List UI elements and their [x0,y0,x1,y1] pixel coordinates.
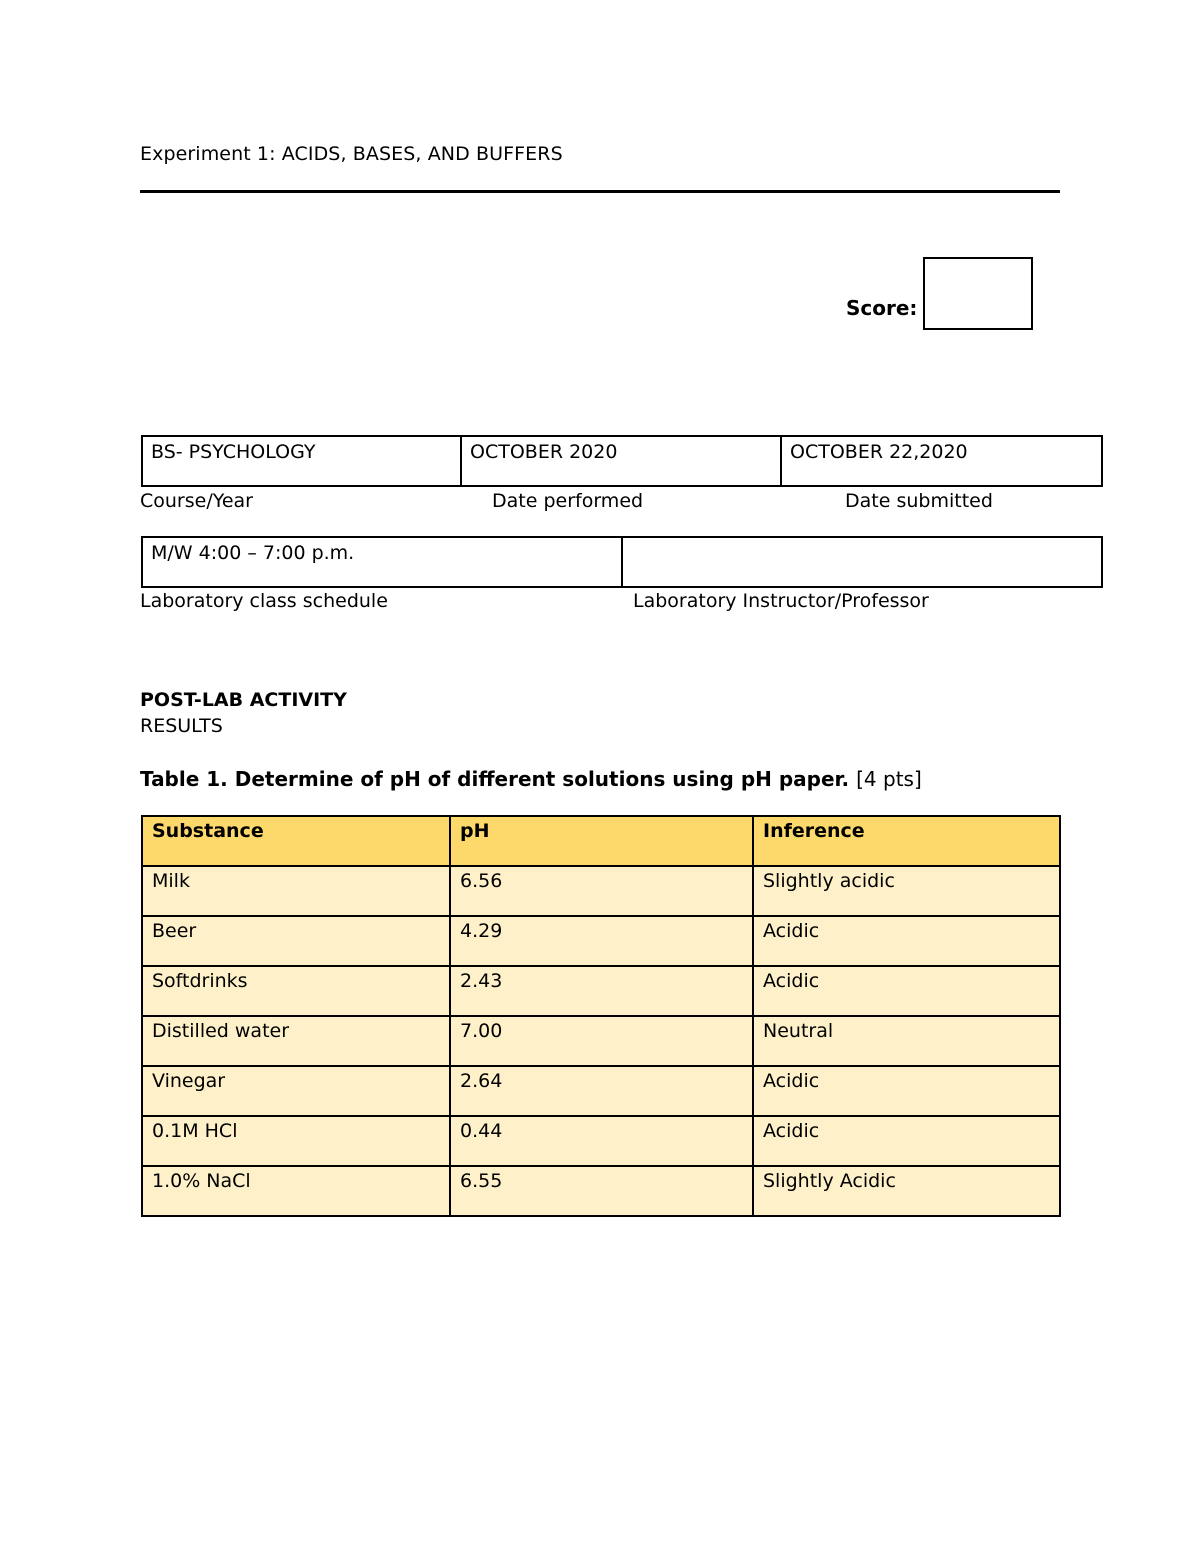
table-row [142,1116,1060,1166]
cell-ph: 4.29 [450,916,753,966]
score-label: Score: [846,296,918,320]
header-substance: Substance [142,816,450,866]
title-divider [140,190,1060,193]
cell-substance: Beer [142,916,450,966]
cell-ph: 0.44 [450,1116,753,1166]
instructor-label: Laboratory Instructor/Professor [633,590,929,612]
cell-ph: 6.56 [450,866,753,916]
cell-substance: Milk [142,866,450,916]
cell-inference: Acidic [753,1116,1060,1166]
table-row [142,916,1060,966]
table-caption-text: Table 1. Determine of pH of different solutions using pH paper. [140,767,850,791]
date-submitted-label: Date submitted [845,490,993,512]
header-inference: Inference [753,816,1060,866]
document-title: Experiment 1: ACIDS, BASES, AND BUFFERS [140,143,563,165]
header-ph: pH [450,816,753,866]
course-year-label: Course/Year [140,490,253,512]
date-performed-field: OCTOBER 2020 [462,435,782,487]
table-row [142,1166,1060,1216]
cell-substance: 0.1M HCl [142,1116,450,1166]
score-box [923,257,1033,330]
cell-inference: Slightly Acidic [753,1166,1060,1216]
instructor-field [623,536,1103,588]
section-subheading: RESULTS [140,715,223,737]
course-year-field: BS- PSYCHOLOGY [141,435,462,487]
cell-ph: 6.55 [450,1166,753,1216]
results-table [141,815,1061,1217]
schedule-field: M/W 4:00 – 7:00 p.m. [141,536,623,588]
cell-substance: 1.0% NaCl [142,1166,450,1216]
cell-inference: Acidic [753,916,1060,966]
cell-inference: Acidic [753,1066,1060,1116]
cell-substance: Vinegar [142,1066,450,1116]
schedule-label: Laboratory class schedule [140,590,388,612]
table-row [142,1016,1060,1066]
cell-substance: Distilled water [142,1016,450,1066]
table-row [142,966,1060,1016]
date-submitted-field: OCTOBER 22,2020 [782,435,1103,487]
cell-substance: Softdrinks [142,966,450,1016]
table-caption [140,767,922,791]
cell-ph: 2.43 [450,966,753,1016]
cell-ph: 7.00 [450,1016,753,1066]
date-performed-label: Date performed [492,490,644,512]
cell-inference: Neutral [753,1016,1060,1066]
section-heading: POST-LAB ACTIVITY [140,689,347,711]
info-row-schedule [141,536,1103,588]
cell-inference: Acidic [753,966,1060,1016]
info-row-dates [141,435,1103,487]
cell-inference: Slightly acidic [753,866,1060,916]
table-row [142,866,1060,916]
table-row [142,1066,1060,1116]
table-points: [4 pts] [856,767,922,791]
cell-ph: 2.64 [450,1066,753,1116]
table-header-row [142,816,1060,866]
